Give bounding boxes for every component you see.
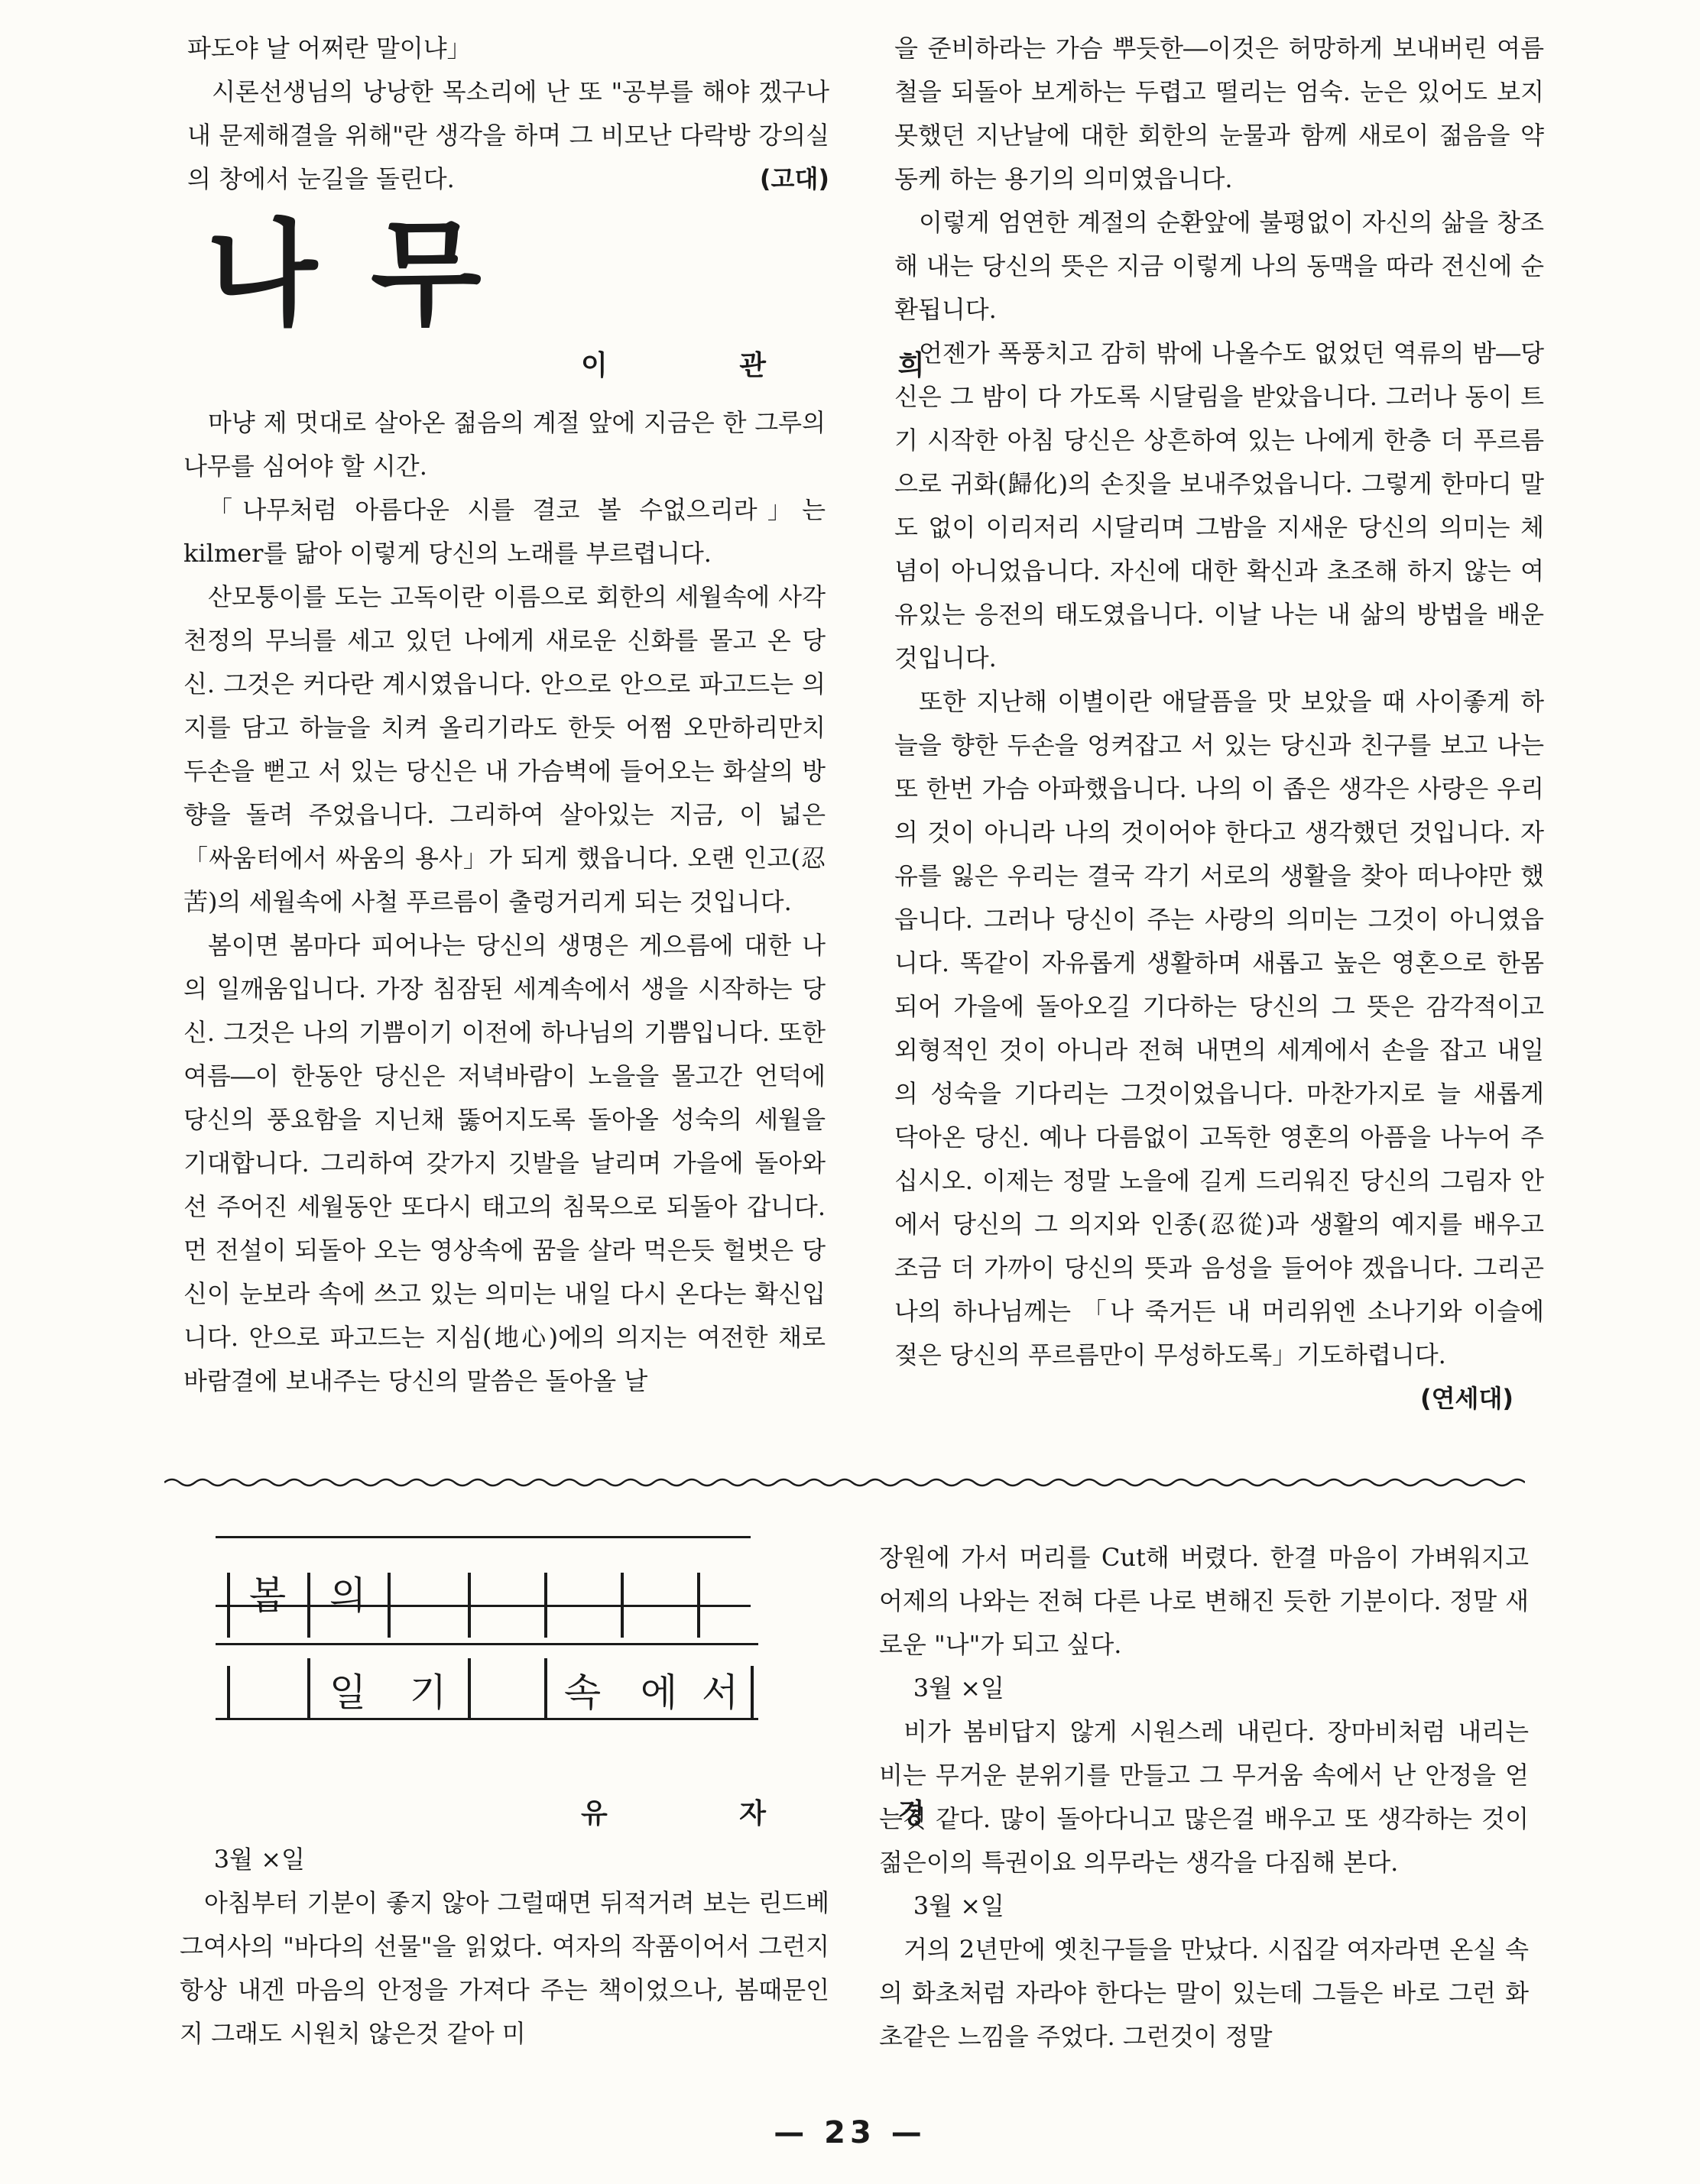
continuation-paragraph: 시론선생님의 낭낭한 목소리에 난 또 "공부를 해야 겠구나 내 문제해결을 위해"란 생각을 하며 그 비모난 다락방 강의실의 창에서 눈길을 돌린다. [187,77,829,193]
essay2-left-column [180,1838,829,2056]
essay1-paragraph: 이렇게 엄연한 계절의 순환앞에 불평없이 자신의 삶을 창조해 내는 당신의 뜻은 지금 이렇게 나의 동맥을 따라 전신에 순환됩니다. [894,208,1544,324]
affiliation-yonsei: (연세대) [1420,1384,1513,1413]
essay2-title-grid [216,1536,766,1754]
essay1-paragraph: 봄이면 봄마다 피어나는 당신의 생명은 게으름에 대한 나의 일깨움입니다. 가장 침잠된 세계속에서 생을 시작하는 당신. 그것은 나의 기쁨이기 이전에 하나님의 기쁨입니다. 또한 여름―이 한동안 당신은 저녁바람이 노을을 몰고간 언덕에 당신의 풍요함을 지닌채 뚫어지도록 돌아올 성숙의 세월을 기대합니다. 그리하여 갖가지 깃발을 날리며 가을에 돌아와선 주어진 세월동안 또다시 태고의 침묵으로 되돌아 갑니다. 먼 전설이 되돌아 오는 영상속에 꿈을 살라 먹은듯 헐벗은 당신이 눈보라 속에 쓰고 있는 의미는 내일 다시 온다는 확신입니다. 안으로 파고드는 지심(地心)에의 의지는 여전한 채로 바람결에 보내주는 당신의 말씀은 돌아올 날 [183,931,826,1395]
grid-char: 서 [701,1670,739,1715]
continuation-line: 파도야 날 어쩌란 말이냐」 [187,34,472,63]
essay1-right-column [894,27,1544,1421]
diary-paragraph: 장원에 가서 머리를 Cut해 버렸다. 한결 마음이 가벼워지고 어제의 나와는 전혀 다른 나로 변해진 듯한 기분이다. 정말 새로운 "나"가 되고 싶다. [879,1543,1529,1659]
essay1-paragraph: 마냥 제 멋대로 살아온 젊음의 계절 앞에 지금은 한 그루의 나무를 심어야 할 시간. [183,408,826,481]
wavy-divider [164,1475,1525,1490]
grid-char: 봄 [248,1573,287,1618]
grid-char: 일 [329,1670,367,1715]
page-number: — 23 — [774,2115,926,2150]
diary-paragraph: 비가 봄비답지 않게 시원스레 내린다. 장마비처럼 내리는 비는 무거운 분위기를 만들고 그 무거움 속에서 난 안정을 얻는것 같다. 많이 돌아다니고 많은걸 배우고 또 생각하는 것이 젊은이의 특권이요 의무라는 생각을 다짐해 본다. [879,1717,1529,1877]
grid-char: 기 [409,1670,447,1715]
continuation-column [187,27,829,201]
essay1-paragraph: 또한 지난해 이별이란 애달픔을 맛 보았을 때 사이좋게 하늘을 향한 두손을 엉켜잡고 서 있는 당신과 친구를 보고 나는 또 한번 가슴 아파했읍니다. 나의 이 좁은 생각은 사랑은 우리의 것이 아니라 나의 것이어야 한다고 생각했던 것입니다. 자유를 잃은 우리는 결국 각기 서로의 생활을 찾아 떠나야만 했읍니다. 그러나 당신이 주는 사랑의 의미는 그것이 아니였읍니다. 똑같이 자유롭게 생활하며 새롭고 높은 영혼으로 한몸되어 가을에 돌아오길 기다하는 당신의 그 뜻은 감각적이고 외형적인 것이 아니라 전혀 내면의 세계에서 손을 잡고 내일의 성숙을 기다리는 그것이었읍니다. 마찬가지로 늘 새롭게 닥아온 당신. 예나 다름없이 고독한 영혼의 아픔을 나누어 주십시오. 이제는 정말 노을에 길게 드리워진 당신의 그림자 안에서 당신의 그 의지와 인종(忍從)과 생활의 예지를 배우고 조금 더 가까이 당신의 뜻과 음성을 들어야 겠읍니다. 그리곤 나의 하나님께는 「나 죽거든 내 머리위엔 소나기와 이슬에 젖은 당신의 푸르름만이 무성하도록」기도하렵니다. [894,687,1544,1369]
diary-date: 3월 ×일 [913,1891,1004,1920]
essay-title-tree: 나무 [206,209,535,342]
essay1-paragraph: 언젠가 폭풍치고 감히 밖에 나올수도 없었던 역류의 밤―당신은 그 밤이 다 가도록 시달림을 받았읍니다. 그러나 동이 트기 시작한 아침 당신은 상흔하여 있는 나에게 한층 더 푸르름으로 귀화(歸化)의 손짓을 보내주었읍니다. 그렇게 한마디 말도 없이 이리저리 시달리며 그밤을 지새운 당신의 의미는 체념이 아니었읍니다. 자신에 대한 확신과 초조해 하지 않는 여유있는 응전의 태도였읍니다. 이날 나는 내 삶의 방법을 배운 것입니다. [894,339,1544,672]
essay2-author: 유 자 경 [581,1798,986,1829]
diary-date: 3월 ×일 [913,1674,1004,1703]
grid-char: 에 [640,1670,678,1715]
diary-date: 3월 ×일 [213,1845,305,1874]
affiliation-korea-univ: (고대) [759,164,829,193]
diary-paragraph: 거의 2년만에 옛친구들을 만났다. 시집갈 여자라면 온실 속의 화초처럼 자라야 한다는 말이 있는데 그들은 바로 그런 화초같은 느낌을 주었다. 그런것이 정말 [879,1935,1529,2051]
essay1-paragraph: 을 준비하라는 가슴 뿌듯한―이것은 허망하게 보내버린 여름철을 되돌아 보게하는 두렵고 떨리는 엄숙. 눈은 있어도 보지 못했던 지난날에 대한 회한의 눈물과 함께 새로이 젊음을 약동케 하는 용기의 의미였읍니다. [894,34,1544,193]
essay1-left-column [183,401,826,1403]
grid-char: 속 [563,1670,602,1715]
essay1-author: 이 관 희 [581,350,986,381]
diary-paragraph: 아침부터 기분이 좋지 않아 그럴때면 뒤적거려 보는 린드베그여사의 "바다의 선물"을 읽었다. 여자의 작품이어서 그런지 항상 내겐 마음의 안정을 가져다 주는 책이었으나, 봄때문인지 그래도 시원치 않은것 같아 미 [180,1888,829,2048]
essay1-paragraph: 「나무처럼 아름다운 시를 결코 볼 수없으리라」는 kilmer를 닮아 이렇게 당신의 노래를 부르렵니다. [183,495,826,568]
essay1-paragraph: 산모퉁이를 도는 고독이란 이름으로 회한의 세월속에 사각 천정의 무늬를 세고 있던 나에게 새로운 신화를 몰고 온 당신. 그것은 커다란 계시였읍니다. 안으로 안으로 파고드는 의지를 담고 하늘을 치켜 올리기라도 한듯 어쩜 오만하리만치 두손을 뻗고 서 있는 당신은 내 가슴벽에 들어오는 화살의 방향을 돌려 주었읍니다. 그리하여 살아있는 지금, 이 넓은 「싸움터에서 싸움의 용사」가 되게 했읍니다. 오랜 인고(忍苦)의 세월속에 사철 푸르름이 출렁거리게 되는 것입니다. [183,582,826,916]
grid-char: 의 [329,1573,367,1618]
essay2-right-column [879,1536,1529,2059]
